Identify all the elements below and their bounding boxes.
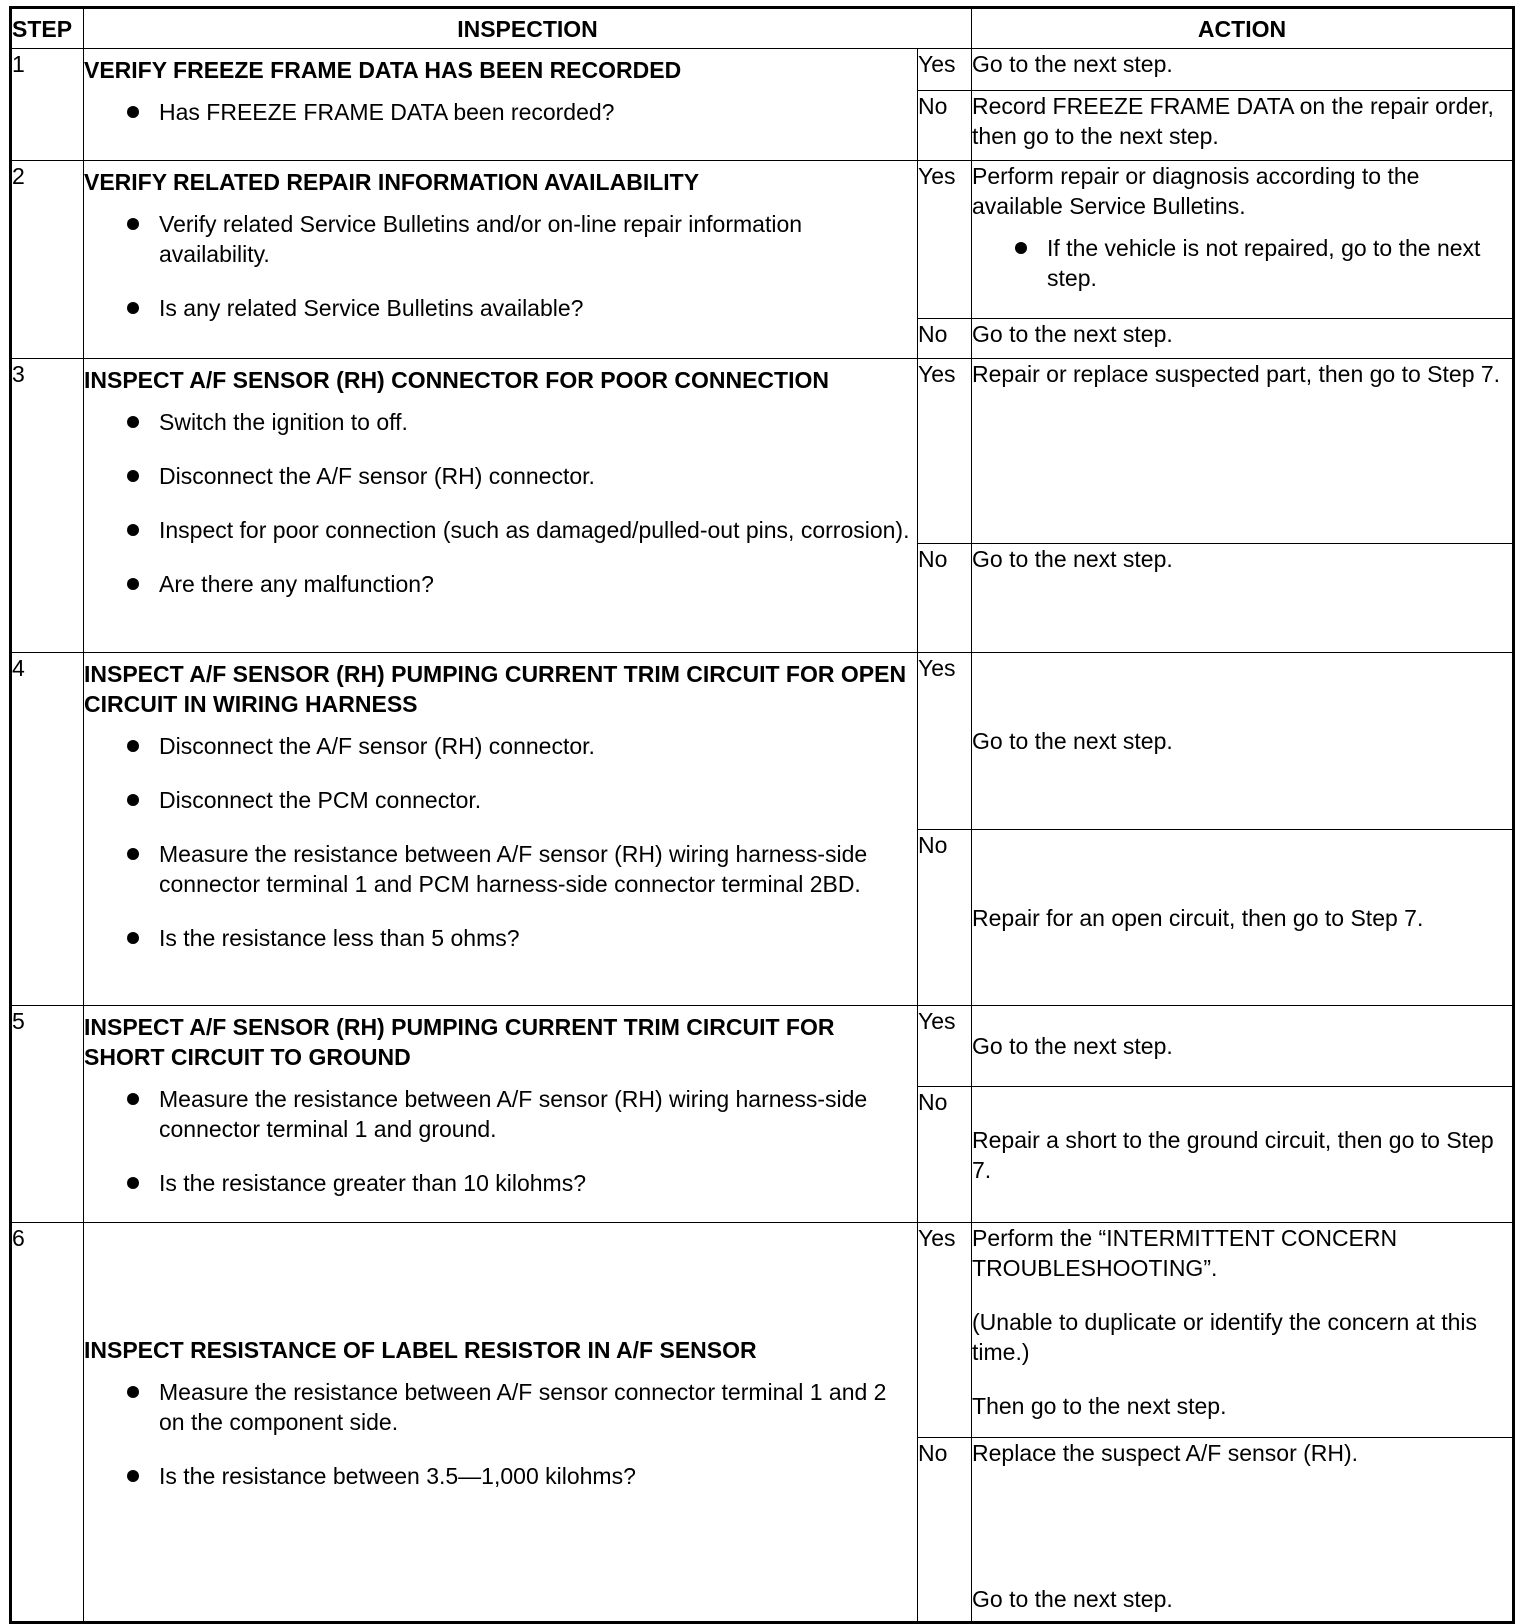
table-row [11, 161, 1514, 319]
bullet-list [84, 97, 917, 127]
step-number: 4 [11, 653, 84, 1006]
yes-label: Yes [918, 1006, 972, 1087]
inspection-cell [84, 161, 918, 359]
no-action: Go to the next step. [972, 544, 1514, 653]
step-title: INSPECT A/F SENSOR (RH) CONNECTOR FOR POOR CONNECTION [84, 367, 829, 393]
bullet-item: Measure the resistance between A/F sensor (RH) wiring harness-side connector terminal 1 and ground. [84, 1084, 917, 1144]
no-action: Repair for an open circuit, then go to Step 7. [972, 830, 1514, 1006]
bullet-item: Disconnect the A/F sensor (RH) connector. [84, 461, 917, 491]
no-label: No [918, 319, 972, 359]
table-row [11, 359, 1514, 544]
bullet-list [84, 1084, 917, 1198]
yes-action-cell [972, 161, 1514, 319]
yes-action: Go to the next step. [972, 653, 1514, 830]
bullet-item: Measure the resistance between A/F sensor (RH) wiring harness-side connector terminal 1 and PCM harness-side connector terminal 2BD. [84, 839, 917, 899]
yes-action: Perform the “INTERMITTENT CONCERN TROUBLESHOOTING”. [972, 1225, 1398, 1281]
bullet-item: Verify related Service Bulletins and/or on-line repair information availability. [84, 209, 917, 269]
step-number: 3 [11, 359, 84, 653]
inspection-cell [84, 1223, 918, 1623]
yes-action: Go to the next step. [972, 1006, 1514, 1087]
bullet-item: Switch the ignition to off. [84, 407, 917, 437]
step-title: INSPECT A/F SENSOR (RH) PUMPING CURRENT TRIM CIRCUIT FOR OPEN CIRCUIT IN WIRING HARNESS [84, 661, 907, 717]
yes-label: Yes [918, 161, 972, 319]
no-label: No [918, 544, 972, 653]
yes-label: Yes [918, 49, 972, 91]
bullet-item: Is the resistance greater than 10 kilohms? [84, 1168, 917, 1198]
header-row [11, 8, 1514, 49]
bullet-item: Disconnect the PCM connector. [84, 785, 917, 815]
inspection-cell [84, 1006, 918, 1223]
no-label: No [918, 1087, 972, 1223]
table-row [11, 1006, 1514, 1087]
yes-label: Yes [918, 359, 972, 544]
no-action: Go to the next step. [972, 319, 1514, 359]
bullet-item: Has FREEZE FRAME DATA been recorded? [84, 97, 917, 127]
step-number: 6 [11, 1223, 84, 1623]
step-title: INSPECT RESISTANCE OF LABEL RESISTOR IN A/F SENSOR [84, 1337, 757, 1363]
bullet-item: Inspect for poor connection (such as damaged/pulled-out pins, corrosion). [84, 515, 917, 545]
step-title: INSPECT A/F SENSOR (RH) PUMPING CURRENT TRIM CIRCUIT FOR SHORT CIRCUIT TO GROUND [84, 1014, 835, 1070]
bullet-item: Is any related Service Bulletins available? [84, 293, 917, 323]
action-bullet-list [972, 233, 1512, 293]
yes-action-cell [972, 1223, 1514, 1438]
step-header: STEP [11, 8, 84, 49]
inspection-table [9, 6, 1515, 1624]
action-header: ACTION [972, 8, 1514, 49]
inspection-cell [84, 653, 918, 1006]
step-title: VERIFY RELATED REPAIR INFORMATION AVAILABILITY [84, 169, 700, 195]
table-row [11, 49, 1514, 91]
bullet-item: Disconnect the A/F sensor (RH) connector. [84, 731, 917, 761]
table-row [11, 1223, 1514, 1438]
no-label: No [918, 1438, 972, 1623]
table-row [11, 653, 1514, 830]
inspection-cell [84, 359, 918, 653]
yes-label: Yes [918, 1223, 972, 1438]
inspection-header: INSPECTION [84, 8, 972, 49]
yes-action: Perform repair or diagnosis according to the available Service Bulletins. [972, 163, 1420, 219]
bullet-item: Measure the resistance between A/F sensor connector terminal 1 and 2 on the component side. [84, 1377, 917, 1437]
bullet-item: Are there any malfunction? [84, 569, 917, 599]
bullet-list [84, 209, 917, 323]
bullet-list [84, 1377, 917, 1491]
inspection-cell [84, 49, 918, 161]
bullet-item: Is the resistance less than 5 ohms? [84, 923, 917, 953]
no-action-cell [972, 1438, 1514, 1623]
action-bullet-item: If the vehicle is not repaired, go to the next step. [972, 233, 1512, 293]
no-action: Replace the suspect A/F sensor (RH). [972, 1440, 1359, 1466]
yes-then: Then go to the next step. [972, 1393, 1227, 1419]
yes-action: Repair or replace suspected part, then go to Step 7. [972, 359, 1514, 544]
no-label: No [918, 91, 972, 161]
no-action: Repair a short to the ground circuit, then go to Step 7. [972, 1087, 1514, 1223]
step-number: 2 [11, 161, 84, 359]
bullet-list [84, 731, 917, 953]
yes-action: Go to the next step. [972, 49, 1514, 91]
bullet-item: Is the resistance between 3.5—1,000 kilohms? [84, 1461, 917, 1491]
bullet-list [84, 407, 917, 599]
step-number: 5 [11, 1006, 84, 1223]
no-then: Go to the next step. [972, 1586, 1173, 1612]
step-number: 1 [11, 49, 84, 161]
no-action: Record FREEZE FRAME DATA on the repair order, then go to the next step. [972, 91, 1514, 161]
no-label: No [918, 830, 972, 1006]
yes-label: Yes [918, 653, 972, 830]
yes-note: (Unable to duplicate or identify the concern at this time.) [972, 1309, 1478, 1365]
step-title: VERIFY FREEZE FRAME DATA HAS BEEN RECORDED [84, 57, 682, 83]
